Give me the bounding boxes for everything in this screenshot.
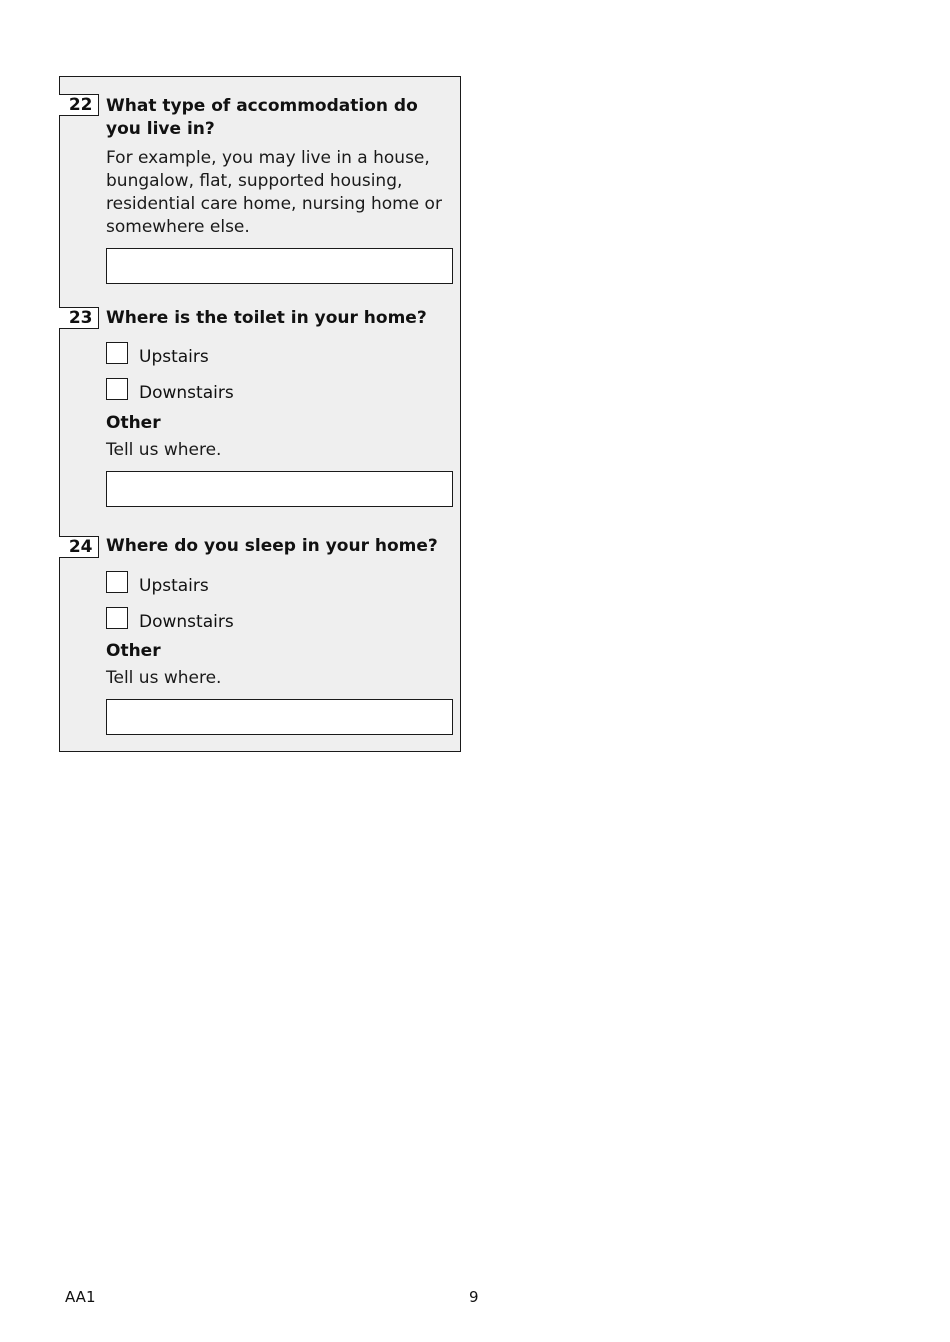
toilet-upstairs-label: Upstairs: [139, 347, 209, 367]
accommodation-type-field[interactable]: [106, 248, 453, 284]
toilet-downstairs-option[interactable]: [106, 379, 234, 403]
page-number: 9: [469, 1288, 479, 1306]
sleep-downstairs-checkbox[interactable]: [106, 607, 128, 629]
toilet-other-label: Other: [106, 413, 161, 433]
sleep-other-field[interactable]: [106, 699, 453, 735]
sleep-downstairs-label: Downstairs: [139, 612, 234, 632]
toilet-downstairs-label: Downstairs: [139, 383, 234, 403]
sleep-downstairs-option[interactable]: [106, 608, 234, 632]
sleep-upstairs-option[interactable]: [106, 572, 209, 596]
toilet-other-help: Tell us where.: [106, 440, 222, 460]
toilet-upstairs-checkbox[interactable]: [106, 342, 128, 364]
question-22-help: For example, you may live in a house, bungalow, flat, supported housing, residential care home, nursing home or somewhere else.: [106, 148, 442, 237]
toilet-downstairs-checkbox[interactable]: [106, 378, 128, 400]
questions-panel: [59, 76, 461, 752]
question-23-number: 23: [59, 307, 99, 329]
sleep-other-help: Tell us where.: [106, 668, 222, 688]
sleep-other-label: Other: [106, 641, 161, 661]
question-22-title: What type of accommodation do you live in?: [106, 96, 418, 139]
question-22-number: 22: [59, 94, 99, 116]
question-23-title: Where is the toilet in your home?: [106, 308, 427, 328]
sleep-upstairs-checkbox[interactable]: [106, 571, 128, 593]
sleep-upstairs-label: Upstairs: [139, 576, 209, 596]
toilet-other-field[interactable]: [106, 471, 453, 507]
question-24-title: Where do you sleep in your home?: [106, 536, 438, 556]
toilet-upstairs-option[interactable]: [106, 343, 209, 367]
question-24-number: 24: [59, 536, 99, 558]
form-code: AA1: [65, 1288, 96, 1306]
